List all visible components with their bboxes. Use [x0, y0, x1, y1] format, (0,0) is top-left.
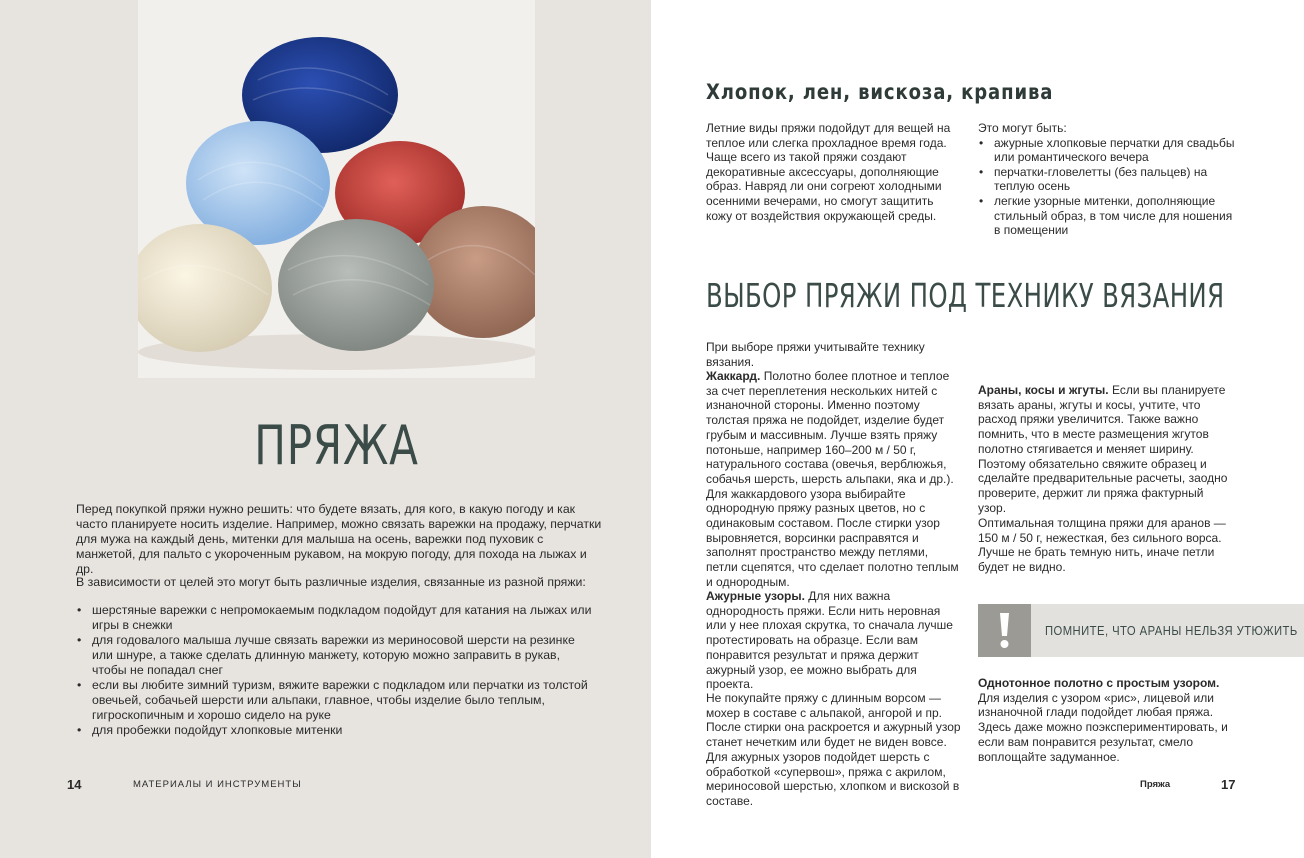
intro-paragraph: Перед покупкой пряжи нужно решить: что будете вязать, для кого, в какую погоду и как часто планируете носить изделие. Например, можно связать варежки на продажу, перчатки для мужа на каждый день, митенки для малыша на осень, варежки под пуховик с манжетой, для пальто с укороченным рукавом, на мокрую погоду, для похода на лыжах и др. [76, 502, 602, 576]
arans-paragraph [978, 383, 1233, 515]
simple-pattern-heading: Однотонное полотно с простым узором. [978, 676, 1220, 690]
list-item: • легкие узорные митенки, дополняющие стильный образ, в том числе для ношения в помещении [978, 194, 1238, 238]
exclamation-icon [978, 604, 1031, 657]
summer-items-lead: Это могут быть: [978, 121, 1067, 135]
summer-items-block [978, 121, 1238, 238]
openwork-heading: Ажурные узоры. [706, 589, 805, 603]
arans-heading: Араны, косы и жгуты. [978, 383, 1109, 397]
page-title: ПРЯЖА [254, 414, 419, 477]
list-item: • для пробежки подойдут хлопковые митенки [76, 723, 596, 738]
list-item: • перчатки-гловелетты (без пальцев) на теплую осень [978, 165, 1238, 194]
openwork-text: Для них важна однородность пряжи. Если нить неровная или у нее плохая скрутка, то сначала лучше протестировать на образце. Если вам понравится результат и пряжа держит ажурный узор, ее можно выбрать для проекта. [706, 589, 953, 692]
notice-box [978, 604, 1304, 657]
page-number-right: 17 [1221, 777, 1236, 792]
list-item: • шерстяные варежки с непромокаемым подкладом подойдут для катания на лыжах или игры в снежки [76, 603, 596, 633]
running-head-right: Пряжа [1140, 779, 1171, 790]
subsection-title: Хлопок, лен, вискоза, крапива [706, 80, 1054, 104]
openwork-paragraph [706, 589, 961, 692]
mittens-list [76, 603, 596, 738]
summer-items-list [978, 136, 1238, 238]
long-pile-paragraph: Не покупайте пряжу с длинным ворсом — мохер в составе с альпакой, ангорой и пр. После стирки она раскроется и ажурный узор станет нечетким или будет не виден вовсе. Для ажурных узоров подойдет шерсть с обработкой «супервош», пряжа с акрилом, мериносовой шерстью, хлопком и вискозой в составе. [706, 691, 961, 808]
technique-intro: При выборе пряжи учитывайте технику вязания. [706, 340, 925, 369]
section-title: ВЫБОР ПРЯЖИ ПОД ТЕХНИКУ ВЯЗАНИЯ [706, 276, 1225, 315]
left-page [0, 0, 651, 858]
list-item: • если вы любите зимний туризм, вяжите варежки с подкладом или перчатки из толстой овечьей, собачьей шерсти или альпаки, главное, чтобы изделие было теплым, гигроскопичным и хорошо сидело на руке [76, 678, 596, 723]
notice-text: ПОМНИТЕ, ЧТО АРАНЫ НЕЛЬЗЯ УТЮЖИТЬ [1045, 624, 1298, 638]
jacquard-text: Полотно более плотное и теплое за счет переплетения нескольких нитей с изнаночной стороны. Именно поэтому толстая пряжа не подойдет, изделие будет грубым и массивным. Лучше взять пряжу потоньше, например 160–200 м / 50 г, натурального состава (овечья, верблюжья, собачья шерсть, шерсть альпаки, яка и др.). Для жаккардового узора выбирайте однородную пряжу разных цветов, но с одинаковым составом. После стирки узор выровняется, ворсинки расправятся и заполнят пространство между петлями, петли сцепятся, что сделает полотно теплым и однородным. [706, 369, 959, 589]
summer-yarn-paragraph: Летние виды пряжи подойдут для вещей на теплое или слегка прохладное время года. Чаще всего из такой пряжи создают декоративные аксессуары, дополняющие образ. Навряд ли они согреют холодными осенними вечерами, но смогут защитить кожу от воздействия окружающей среды. [706, 121, 951, 223]
jacquard-heading: Жаккард. [706, 369, 761, 383]
optimal-thickness-paragraph: Оптимальная толщина пряжи для аранов — 150 м / 50 г, нежесткая, без сильного ворса. Лучше не брать темную нить, иначе петли будет не видно. [978, 516, 1226, 575]
simple-pattern-text: Для изделия с узором «рис», лицевой или изнаночной глади подойдет любая пряжа. Здесь даже можно поэкспериментировать, и если вам понравится результат, смело воплощайте задуманное. [978, 690, 1228, 764]
lead-paragraph: В зависимости от целей это могут быть различные изделия, связанные из разной пряжи: [76, 575, 586, 589]
list-item: • ажурные хлопковые перчатки для свадьбы или романтического вечера [978, 136, 1238, 165]
yarn-balls-photo [138, 0, 535, 378]
list-item: • для годовалого малыша лучше связать варежки из мериносовой шерсти на резинке или шнуре, а также сделать длинную манжету, которую можно заправить в рукав, чтобы не попадал снег [76, 633, 596, 678]
running-head-left: МАТЕРИАЛЫ И ИНСТРУМЕНТЫ [133, 779, 302, 790]
page-number-left: 14 [67, 777, 82, 792]
jacquard-paragraph [706, 369, 961, 590]
grey-yarn-ball [278, 219, 434, 351]
arans-text: Если вы планируете вязать араны, жгуты и косы, учтите, что расход пряжи увеличится. Также важно помнить, что в месте размещения жгутов полотно стягивается и меняет ширину. Поэтому обязательно свяжите образец и сделайте предварительные расчеты, заодно проверите, держит ли пряжа фактурный узор. [978, 383, 1228, 515]
simple-pattern-paragraph [978, 676, 1233, 764]
